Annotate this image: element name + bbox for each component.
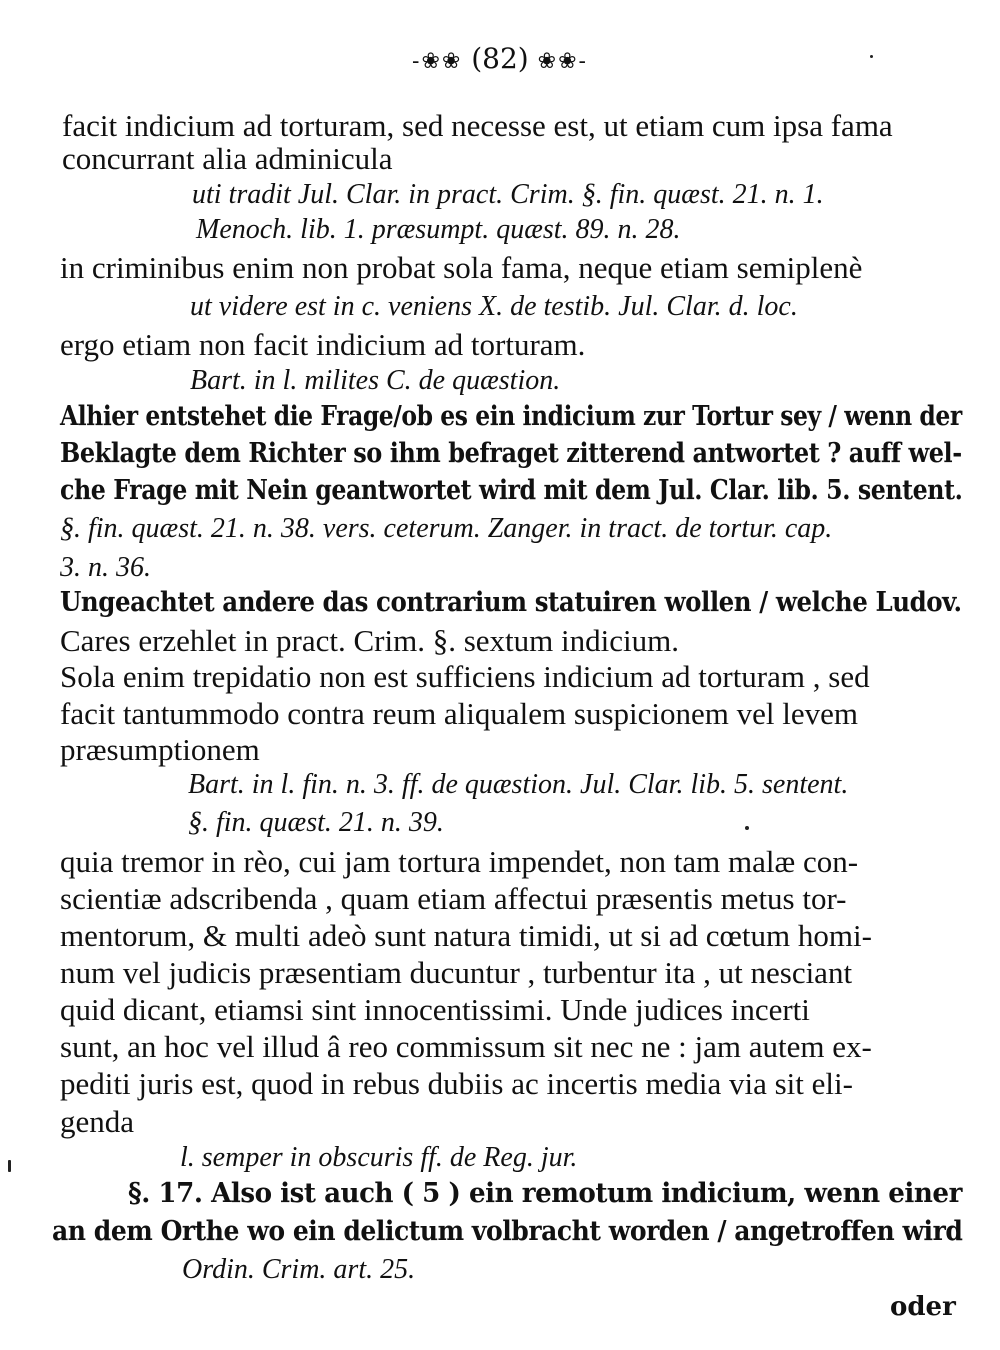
citation-line: Bart. in l. fin. n. 3. ff. de quæstion. Jul. Clar. lib. 5. sentent.	[188, 769, 849, 800]
scan-speck	[8, 1160, 11, 1172]
text-line: concurrant alia adminicula	[62, 141, 393, 176]
text-line: num vel judicis præsentiam ducuntur , turbentur ita , ut nesciant	[60, 955, 853, 990]
citation-line: §. fin. quæst. 21. n. 38. vers. ceterum. Zanger. in tract. de tortur. cap.	[60, 513, 833, 544]
catchword: oder	[890, 1292, 956, 1322]
fraktur-line: Beklagte dem Richter so ihm befraget zitterend antwortet ? auff wel-	[60, 438, 962, 469]
text-line: quid dicant, etiamsi sint innocentissimi. Unde judices incerti	[60, 992, 810, 1027]
fraktur-line: Alhier entstehet die Frage/ob es ein indicium zur Tortur sey / wenn der	[60, 401, 962, 432]
fraktur-line: Ungeachtet andere das contrarium statuiren wollen / welche Ludov.	[60, 587, 962, 618]
fraktur-line: §. 17. Also ist auch ( 5 ) ein remotum indicium, wenn einer	[128, 1178, 962, 1209]
text-line: mentorum, & multi adeò sunt natura timidi, ut si ad cœtum homi-	[60, 918, 872, 953]
text-line: Cares erzehlet in pract. Crim. §. sextum indicium.	[60, 623, 679, 658]
text-line: facit indicium ad torturam, sed necesse est, ut etiam cum ipsa fama	[62, 108, 893, 143]
text-line: scientiæ adscribenda , quam etiam affectui præsentis metus tor-	[60, 881, 847, 916]
text-line: quia tremor in rèo, cui jam tortura impendet, non tam malæ con-	[60, 844, 859, 879]
citation-line: l. semper in obscuris ff. de Reg. jur.	[180, 1142, 578, 1173]
text-line: ergo etiam non facit indicium ad torturam.	[60, 327, 586, 362]
citation-line: uti tradit Jul. Clar. in pract. Crim. §. fin. quæst. 21. n. 1.	[192, 179, 824, 210]
ornament-right-icon: ❀❀-	[537, 49, 588, 74]
text-line: sunt, an hoc vel illud â reo commissum sit nec ne : jam autem ex-	[60, 1029, 872, 1064]
text-line: genda	[60, 1104, 135, 1139]
citation-line: 3. n. 36.	[60, 552, 151, 583]
scan-speck	[745, 826, 749, 830]
citation-line: Menoch. lib. 1. præsumpt. quæst. 89. n. 28.	[196, 214, 681, 245]
fraktur-line: an dem Orthe wo ein delictum volbracht worden / angetroffen wird	[52, 1216, 963, 1247]
citation-line: Bart. in l. milites C. de quæstion.	[190, 365, 561, 396]
text-line: pediti juris est, quod in rebus dubiis ac incertis media via sit eli-	[60, 1066, 853, 1101]
text-line: facit tantummodo contra reum aliqualem suspicionem vel levem	[60, 696, 859, 731]
scan-speck	[870, 55, 873, 58]
ornament-left-icon: -❀❀	[412, 49, 463, 74]
citation-line: §. fin. quæst. 21. n. 39.	[188, 807, 444, 838]
page-header	[0, 42, 1000, 75]
page-number: (82)	[471, 42, 529, 75]
fraktur-line: che Frage mit Nein geantwortet wird mit dem Jul. Clar. lib. 5. sentent.	[60, 475, 963, 506]
text-line: in criminibus enim non probat sola fama, neque etiam semiplenè	[60, 250, 863, 285]
text-line: Sola enim trepidatio non est sufficiens indicium ad torturam , sed	[60, 659, 870, 694]
citation-line: Ordin. Crim. art. 25.	[182, 1254, 416, 1285]
text-line: præsumptionem	[60, 732, 260, 767]
citation-line: ut videre est in c. veniens X. de testib. Jul. Clar. d. loc.	[190, 291, 798, 322]
